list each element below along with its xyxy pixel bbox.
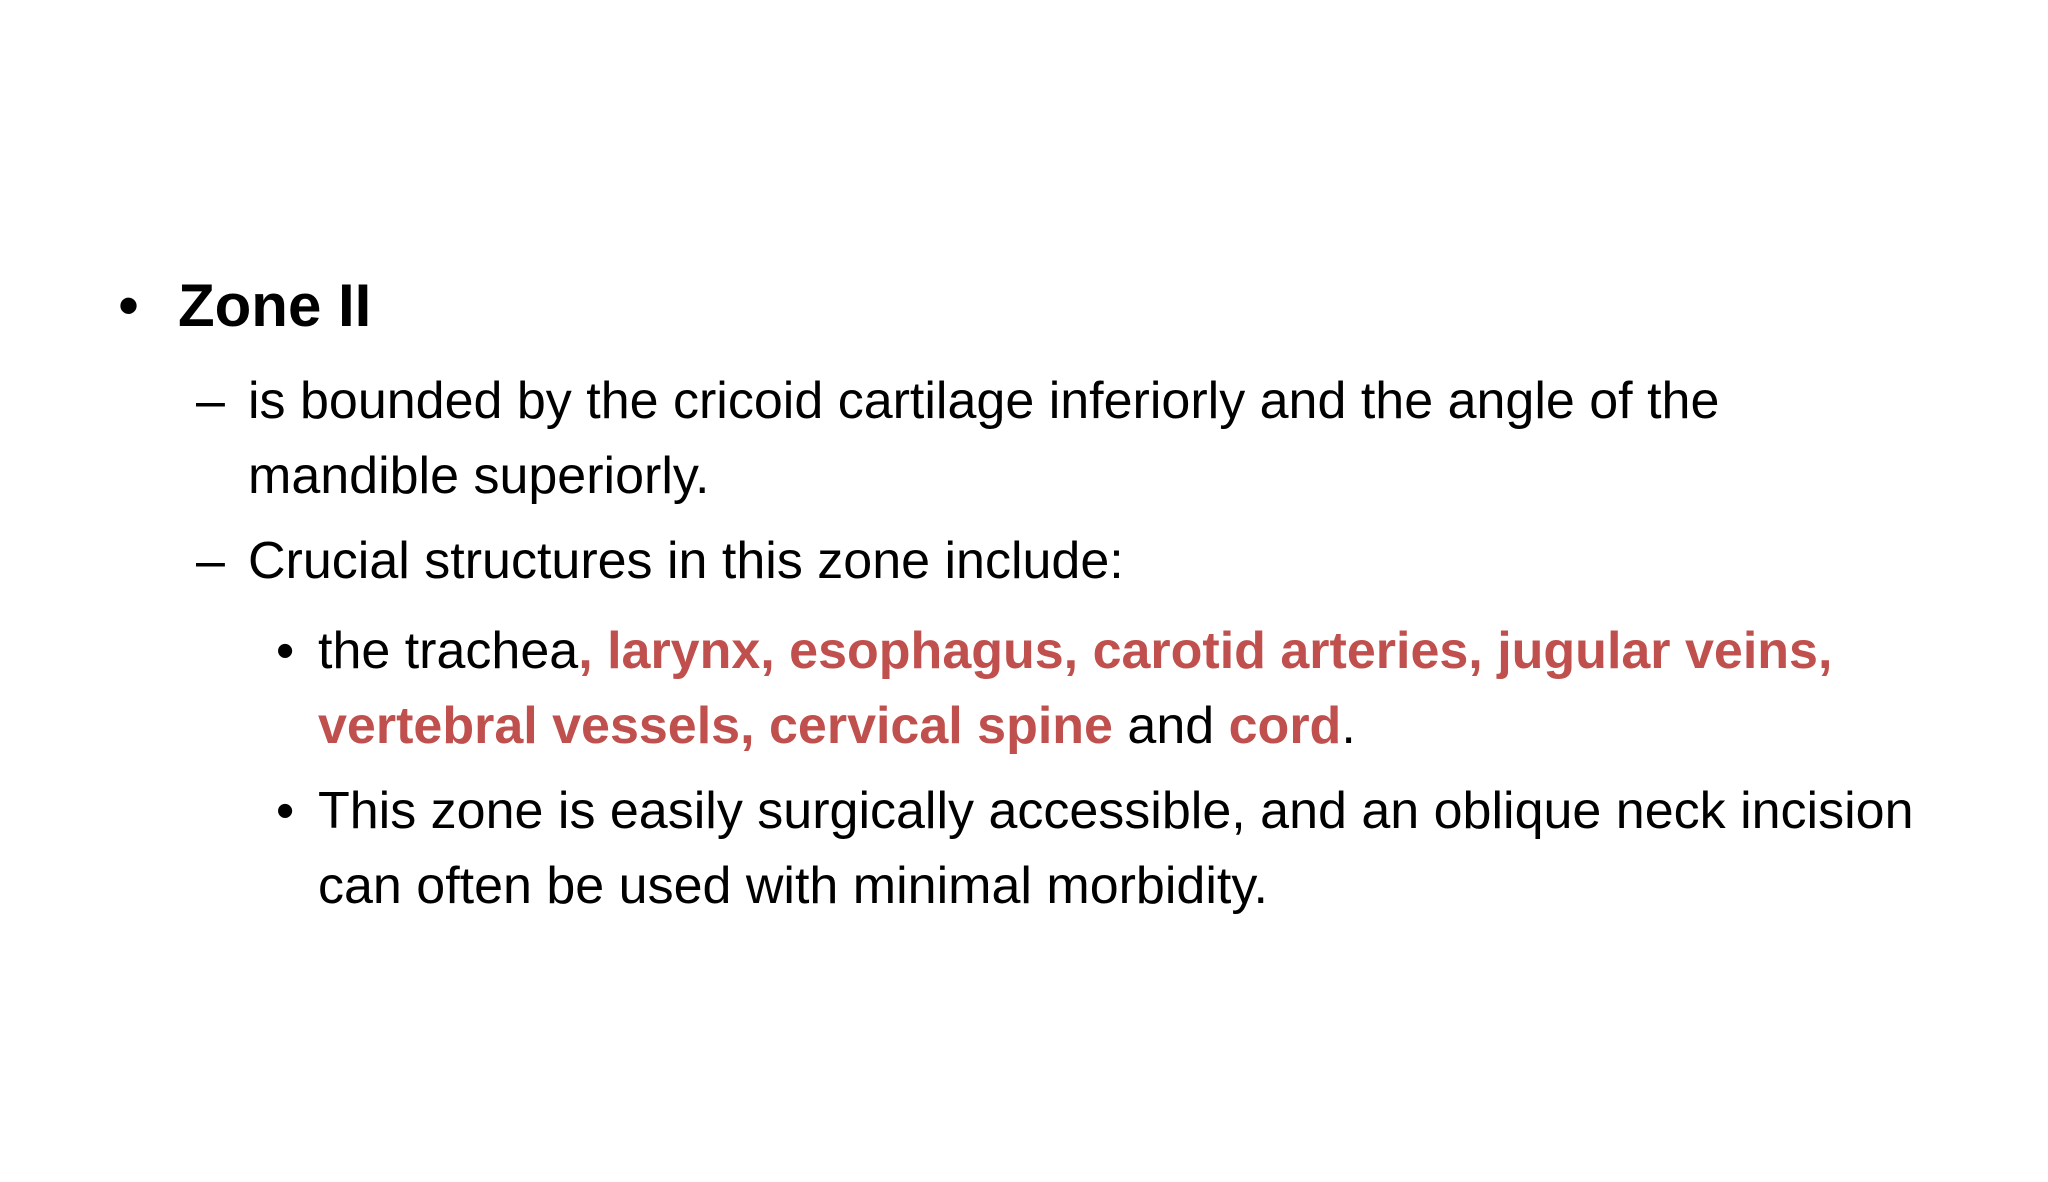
highlighted-structures: , larynx, esophagus, carotid arteries, jugular veins, vertebral vessels, cervical spine	[318, 622, 1833, 755]
text-segment: .	[1341, 697, 1356, 755]
subpoint-structures-list	[276, 614, 1916, 764]
point-boundaries	[196, 364, 1896, 514]
subpoint-text: This zone is easily surgically accessible, and an oblique neck incision can often be used with minimal morbidity.	[318, 782, 1914, 915]
zone-title: Zone II	[178, 272, 372, 339]
bullet-icon: •	[276, 622, 295, 680]
point-text: Crucial structures in this zone include:	[248, 532, 1124, 590]
dash-icon: –	[196, 372, 225, 430]
subpoint-text	[318, 614, 1916, 764]
highlighted-cord: cord	[1228, 697, 1342, 755]
bullet-icon: •	[118, 272, 140, 339]
point-structures	[196, 524, 1896, 599]
dash-icon: –	[196, 532, 225, 590]
text-segment: and	[1112, 697, 1229, 755]
text-segment: the trachea	[318, 622, 579, 680]
point-text: is bounded by the cricoid cartilage inferiorly and the angle of the mandible superiorly.	[248, 372, 1720, 505]
bullet-icon: •	[276, 782, 295, 840]
subpoint-accessibility	[276, 774, 1916, 924]
